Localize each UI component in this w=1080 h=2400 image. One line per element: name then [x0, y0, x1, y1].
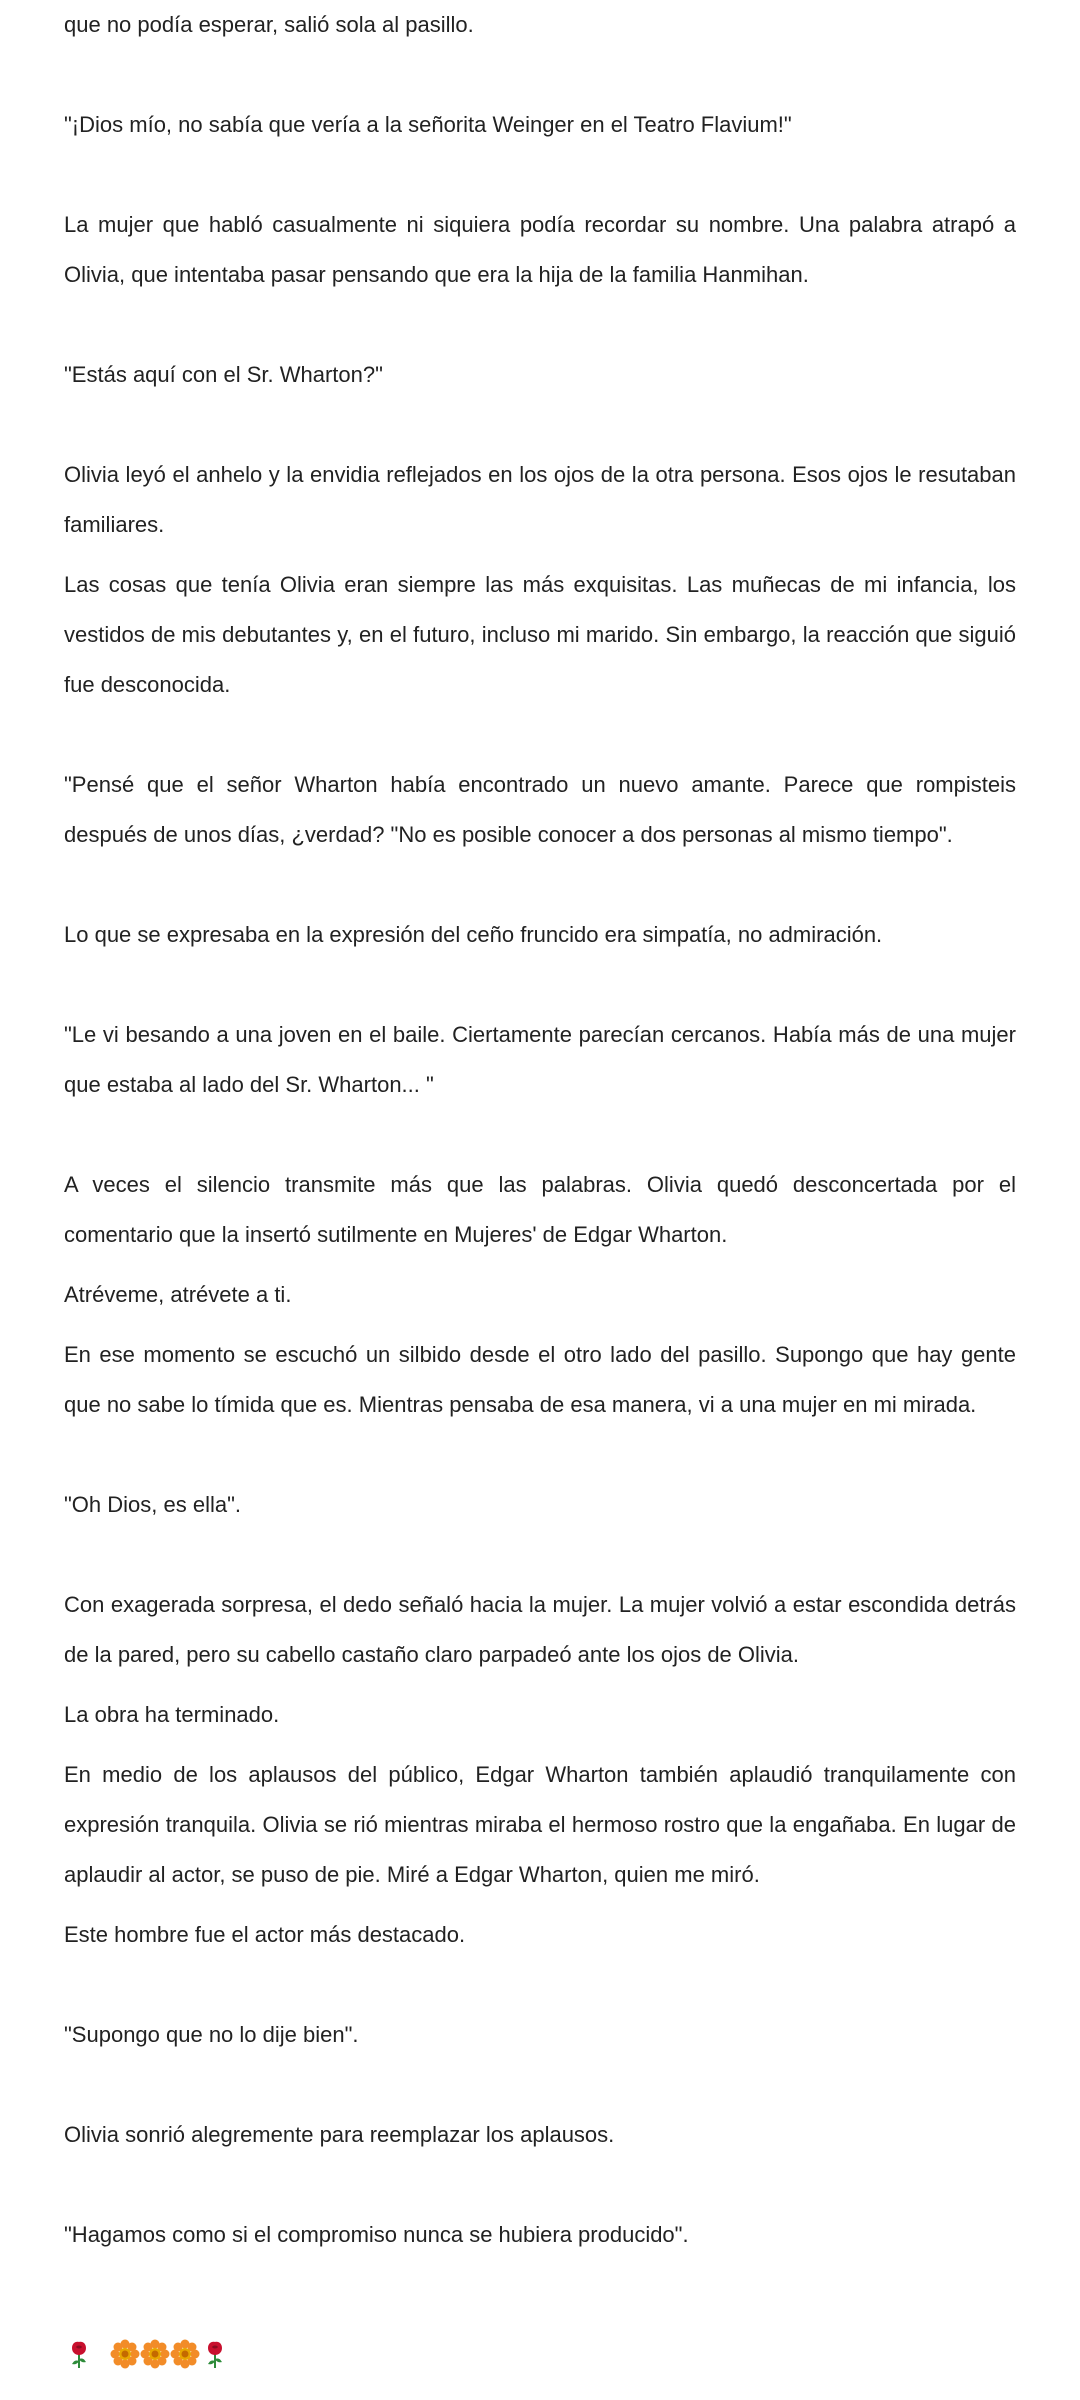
spacer — [64, 2160, 1016, 2210]
paragraph-18: "Supongo que no lo dije bien". — [64, 2022, 359, 2047]
spacer — [64, 710, 1016, 760]
sunflower-icon — [140, 2339, 170, 2369]
spacer — [64, 1960, 1016, 2010]
paragraph-19: Olivia sonrió alegremente para reemplazar los aplausos. — [64, 2122, 615, 2147]
paragraph-10: A veces el silencio transmite más que las palabras. Olivia quedó desconcertada por el comentario que la insertó sutilmente en Mujeres' de Edgar Wharton. — [64, 1172, 1016, 1247]
sunflower-icon — [170, 2339, 200, 2369]
spacer — [64, 1110, 1016, 1160]
paragraph-20: "Hagamos como si el compromiso nunca se hubiera producido". — [64, 2222, 689, 2247]
spacer — [64, 1900, 1016, 1910]
paragraph-4: "Estás aquí con el Sr. Wharton?" — [64, 362, 383, 387]
spacer — [64, 550, 1016, 560]
rose-icon — [64, 2339, 94, 2369]
chapter-text — [64, 0, 1016, 2260]
paragraph-7: "Pensé que el señor Wharton había encontrado un nuevo amante. Parece que rompisteis después de unos días, ¿verdad? "No es posible conocer a dos personas al mismo tiempo". — [64, 772, 1016, 847]
paragraph-3: La mujer que habló casualmente ni siquiera podía recordar su nombre. Una palabra atrapó a Olivia, que intentaba pasar pensando que era la hija de la familia Hanmihan. — [64, 212, 1016, 287]
paragraph-16: En medio de los aplausos del público, Edgar Wharton también aplaudió tranquilamente con expresión tranquila. Olivia se rió mientras miraba el hermoso rostro que la engañaba. En lugar de aplaudir al actor, se puso de pie. Miré a Edgar Wharton, quien me miró. — [64, 1762, 1016, 1887]
sunflower-icon — [110, 2339, 140, 2369]
spacer — [64, 300, 1016, 350]
spacer — [64, 860, 1016, 910]
spacer — [64, 960, 1016, 1010]
decoration-row — [64, 2338, 230, 2370]
paragraph-14: Con exagerada sorpresa, el dedo señaló hacia la mujer. La mujer volvió a estar escondida detrás de la pared, pero su cabello castaño claro parpadeó ante los ojos de Olivia. — [64, 1592, 1016, 1667]
paragraph-12: En ese momento se escuchó un silbido desde el otro lado del pasillo. Supongo que hay gente que no sabe lo tímida que es. Mientras pensaba de esa manera, vi a una mujer en mi mirada. — [64, 1342, 1016, 1417]
paragraph-5: Olivia leyó el anhelo y la envidia reflejados en los ojos de la otra persona. Esos ojos le resutaban familiares. — [64, 462, 1016, 537]
paragraph-2: "¡Dios mío, no sabía que vería a la señorita Weinger en el Teatro Flavium!" — [64, 112, 792, 137]
spacer — [64, 150, 1016, 200]
spacer — [64, 1260, 1016, 1270]
paragraph-8: Lo que se expresaba en la expresión del ceño fruncido era simpatía, no admiración. — [64, 922, 883, 947]
paragraph-11: Atréveme, atrévete a ti. — [64, 1282, 292, 1307]
paragraph-1: que no podía esperar, salió sola al pasillo. — [64, 12, 474, 37]
paragraph-9: "Le vi besando a una joven en el baile. Ciertamente parecían cercanos. Había más de una mujer que estaba al lado del Sr. Wharton... " — [64, 1022, 1016, 1097]
rose-icon — [200, 2339, 230, 2369]
spacer — [64, 50, 1016, 100]
spacer — [64, 1530, 1016, 1580]
spacer — [64, 2060, 1016, 2110]
paragraph-17: Este hombre fue el actor más destacado. — [64, 1922, 466, 1947]
spacer — [64, 1740, 1016, 1750]
paragraph-15: La obra ha terminado. — [64, 1702, 280, 1727]
spacer — [64, 1680, 1016, 1690]
spacer — [64, 1430, 1016, 1480]
paragraph-13: "Oh Dios, es ella". — [64, 1492, 242, 1517]
spacer — [64, 1320, 1016, 1330]
spacer — [64, 400, 1016, 450]
paragraph-6: Las cosas que tenía Olivia eran siempre las más exquisitas. Las muñecas de mi infancia, los vestidos de mis debutantes y, en el futuro, incluso mi marido. Sin embargo, la reacción que siguió fue desconocida. — [64, 572, 1016, 697]
